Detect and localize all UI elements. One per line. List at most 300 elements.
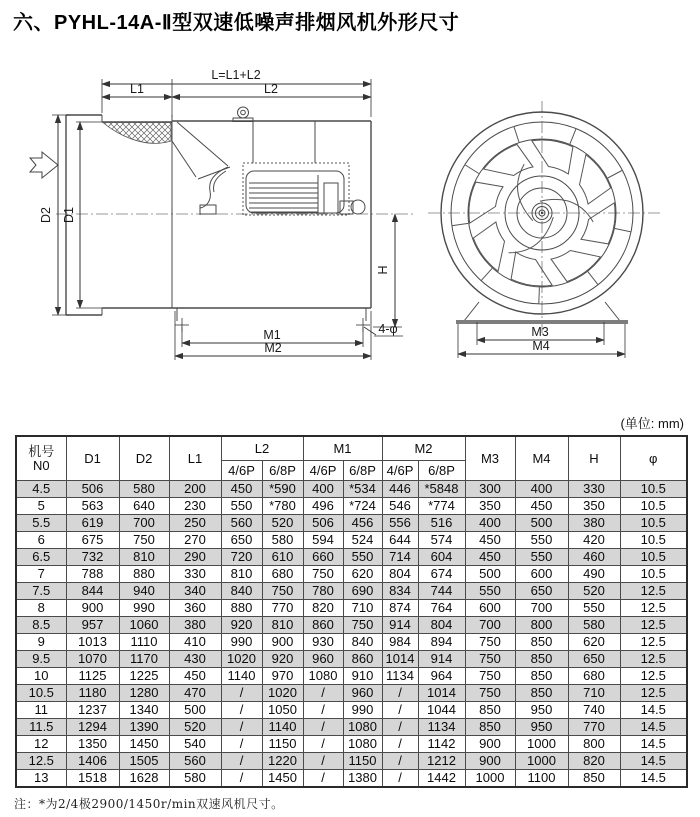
table-cell: 750 bbox=[465, 685, 515, 702]
table-cell: 860 bbox=[303, 617, 343, 634]
table-cell: 12.5 bbox=[620, 600, 687, 617]
table-cell: 1134 bbox=[382, 668, 418, 685]
table-cell: 764 bbox=[418, 600, 465, 617]
table-cell: 1070 bbox=[66, 651, 119, 668]
table-row bbox=[16, 532, 687, 549]
unit-label: (单位: mm) bbox=[620, 416, 684, 431]
table-cell: 850 bbox=[515, 685, 568, 702]
table-cell: 1212 bbox=[418, 753, 465, 770]
table-row bbox=[16, 498, 687, 515]
table-cell: 710 bbox=[343, 600, 382, 617]
table-cell: / bbox=[382, 702, 418, 719]
table-cell: 250 bbox=[169, 515, 221, 532]
table-cell: 804 bbox=[418, 617, 465, 634]
table-row bbox=[16, 634, 687, 651]
table-cell: 810 bbox=[262, 617, 303, 634]
table-cell: 330 bbox=[169, 566, 221, 583]
subheader-m1-68p: 6/8P bbox=[343, 461, 382, 481]
table-cell: 1014 bbox=[418, 685, 465, 702]
table-cell: / bbox=[221, 753, 262, 770]
table-row bbox=[16, 719, 687, 736]
table-cell: 1020 bbox=[221, 651, 262, 668]
table-cell: 690 bbox=[343, 583, 382, 600]
table-cell: 1505 bbox=[119, 753, 169, 770]
table-cell: *724 bbox=[343, 498, 382, 515]
table-cell: 1013 bbox=[66, 634, 119, 651]
table-cell: 619 bbox=[66, 515, 119, 532]
col-header-m3: M3 bbox=[465, 436, 515, 481]
table-cell: 1100 bbox=[515, 770, 568, 788]
table-cell: 1280 bbox=[119, 685, 169, 702]
col-header-fan-no bbox=[16, 436, 66, 481]
table-cell: 720 bbox=[221, 549, 262, 566]
table-cell: 940 bbox=[119, 583, 169, 600]
lifting-eye bbox=[233, 107, 253, 122]
table-cell: *590 bbox=[262, 481, 303, 498]
dim-label-d2: D2 bbox=[39, 207, 53, 223]
table-cell: 750 bbox=[465, 668, 515, 685]
table-row bbox=[16, 617, 687, 634]
table-cell: 10 bbox=[16, 668, 66, 685]
table-cell: 500 bbox=[515, 515, 568, 532]
table-row bbox=[16, 481, 687, 498]
table-cell: 6.5 bbox=[16, 549, 66, 566]
dim-label-h: H bbox=[376, 265, 390, 275]
table-cell: 740 bbox=[568, 702, 620, 719]
table-cell: 1140 bbox=[221, 668, 262, 685]
table-cell: 1225 bbox=[119, 668, 169, 685]
table-cell: 750 bbox=[465, 651, 515, 668]
table-cell: 340 bbox=[169, 583, 221, 600]
table-cell: 650 bbox=[515, 583, 568, 600]
table-cell: 1442 bbox=[418, 770, 465, 788]
table-cell: 960 bbox=[303, 651, 343, 668]
table-cell: 6 bbox=[16, 532, 66, 549]
table-cell: 1237 bbox=[66, 702, 119, 719]
subheader-l2-68p: 6/8P bbox=[262, 461, 303, 481]
table-cell: 900 bbox=[262, 634, 303, 651]
table-cell: 10.5 bbox=[620, 515, 687, 532]
table-cell: 14.5 bbox=[620, 719, 687, 736]
table-cell: / bbox=[382, 685, 418, 702]
table-cell: / bbox=[382, 719, 418, 736]
table-cell: 970 bbox=[262, 668, 303, 685]
impeller-blades bbox=[452, 127, 630, 304]
table-cell: 1294 bbox=[66, 719, 119, 736]
dim-label-m2: M2 bbox=[264, 341, 282, 355]
table-cell: 804 bbox=[382, 566, 418, 583]
table-cell: 620 bbox=[343, 566, 382, 583]
table-cell: 1340 bbox=[119, 702, 169, 719]
table-row bbox=[16, 668, 687, 685]
subheader-m1-46p: 4/6P bbox=[303, 461, 343, 481]
table-cell: 12.5 bbox=[620, 685, 687, 702]
table-cell: 546 bbox=[382, 498, 418, 515]
table-cell: 900 bbox=[465, 753, 515, 770]
table-cell: 7.5 bbox=[16, 583, 66, 600]
table-cell: 800 bbox=[568, 736, 620, 753]
table-cell: 1140 bbox=[262, 719, 303, 736]
table-cell: 563 bbox=[66, 498, 119, 515]
table-cell: 330 bbox=[568, 481, 620, 498]
table-cell: 1080 bbox=[343, 736, 382, 753]
table-cell: / bbox=[303, 702, 343, 719]
table-cell: 1125 bbox=[66, 668, 119, 685]
table-cell: 850 bbox=[465, 702, 515, 719]
table-cell: / bbox=[221, 770, 262, 788]
table-cell: 1044 bbox=[418, 702, 465, 719]
table-cell: 990 bbox=[343, 702, 382, 719]
table-cell: 490 bbox=[568, 566, 620, 583]
table-cell: 732 bbox=[66, 549, 119, 566]
table-cell: 820 bbox=[568, 753, 620, 770]
table-cell: *5848 bbox=[418, 481, 465, 498]
table-cell: 750 bbox=[465, 634, 515, 651]
table-cell: 400 bbox=[515, 481, 568, 498]
table-cell: 520 bbox=[568, 583, 620, 600]
table-cell: 580 bbox=[169, 770, 221, 788]
table-cell: 984 bbox=[382, 634, 418, 651]
table-cell: 714 bbox=[382, 549, 418, 566]
dim-label-d1: D1 bbox=[62, 207, 76, 223]
table-cell: 960 bbox=[343, 685, 382, 702]
fan-outline-drawing bbox=[0, 55, 700, 415]
table-cell: 520 bbox=[262, 515, 303, 532]
side-view-drawing bbox=[30, 68, 414, 360]
table-cell: 640 bbox=[119, 498, 169, 515]
table-cell: 500 bbox=[169, 702, 221, 719]
table-cell: 446 bbox=[382, 481, 418, 498]
table-cell: 300 bbox=[465, 481, 515, 498]
table-cell: 12.5 bbox=[620, 651, 687, 668]
inlet-cone-hatch bbox=[103, 123, 171, 144]
table-cell: 834 bbox=[382, 583, 418, 600]
table-cell: / bbox=[382, 736, 418, 753]
table-cell: 1050 bbox=[262, 702, 303, 719]
table-cell: / bbox=[303, 770, 343, 788]
col-header-d2: D2 bbox=[119, 436, 169, 481]
table-cell: 844 bbox=[66, 583, 119, 600]
table-cell: 496 bbox=[303, 498, 343, 515]
table-cell: 550 bbox=[568, 600, 620, 617]
table-cell: 580 bbox=[262, 532, 303, 549]
table-cell: 506 bbox=[303, 515, 343, 532]
col-header-phi: φ bbox=[620, 436, 687, 481]
table-cell: 1406 bbox=[66, 753, 119, 770]
table-cell: 360 bbox=[169, 600, 221, 617]
table-cell: 540 bbox=[169, 736, 221, 753]
table-cell: 9.5 bbox=[16, 651, 66, 668]
table-cell: 13 bbox=[16, 770, 66, 788]
table-cell: 880 bbox=[119, 566, 169, 583]
dim-label-m1: M1 bbox=[263, 328, 281, 342]
table-cell: 9 bbox=[16, 634, 66, 651]
table-cell: 850 bbox=[465, 719, 515, 736]
table-cell: 12.5 bbox=[620, 583, 687, 600]
table-cell: 620 bbox=[568, 634, 620, 651]
table-cell: 380 bbox=[169, 617, 221, 634]
dimension-drawings bbox=[0, 55, 700, 415]
table-cell: 450 bbox=[515, 498, 568, 515]
table-cell: 400 bbox=[465, 515, 515, 532]
table-row bbox=[16, 600, 687, 617]
table-cell: 4.5 bbox=[16, 481, 66, 498]
table-cell: / bbox=[221, 736, 262, 753]
table-cell: 1150 bbox=[343, 753, 382, 770]
table-cell: 1350 bbox=[66, 736, 119, 753]
table-cell: 550 bbox=[515, 549, 568, 566]
col-header-l1: L1 bbox=[169, 436, 221, 481]
table-cell: 410 bbox=[169, 634, 221, 651]
table-cell: 1000 bbox=[515, 753, 568, 770]
table-cell: 560 bbox=[221, 515, 262, 532]
table-cell: 700 bbox=[465, 617, 515, 634]
table-cell: 580 bbox=[119, 481, 169, 498]
table-cell: 644 bbox=[382, 532, 418, 549]
table-cell: 914 bbox=[382, 617, 418, 634]
table-cell: 990 bbox=[119, 600, 169, 617]
table-cell: 1628 bbox=[119, 770, 169, 788]
table-cell: 750 bbox=[119, 532, 169, 549]
table-cell: 930 bbox=[303, 634, 343, 651]
table-row bbox=[16, 566, 687, 583]
col-header-fan-no-cn: 机号 bbox=[28, 443, 55, 459]
table-cell: 5.5 bbox=[16, 515, 66, 532]
table-cell: 14.5 bbox=[620, 702, 687, 719]
table-cell: 610 bbox=[262, 549, 303, 566]
table-cell: 880 bbox=[221, 600, 262, 617]
table-cell: *534 bbox=[343, 481, 382, 498]
table-cell: 14.5 bbox=[620, 753, 687, 770]
table-cell: 1450 bbox=[262, 770, 303, 788]
table-cell: 770 bbox=[568, 719, 620, 736]
table-cell: / bbox=[221, 702, 262, 719]
table-cell: 840 bbox=[343, 634, 382, 651]
subheader-m2-46p: 4/6P bbox=[382, 461, 418, 481]
table-cell: 920 bbox=[221, 617, 262, 634]
table-cell: 8.5 bbox=[16, 617, 66, 634]
table-cell: / bbox=[303, 685, 343, 702]
table-cell: / bbox=[303, 719, 343, 736]
table-cell: 650 bbox=[221, 532, 262, 549]
table-cell: 700 bbox=[119, 515, 169, 532]
table-cell: 420 bbox=[568, 532, 620, 549]
table-cell: 700 bbox=[515, 600, 568, 617]
table-cell: 680 bbox=[568, 668, 620, 685]
table-cell: 964 bbox=[418, 668, 465, 685]
table-cell: 350 bbox=[568, 498, 620, 515]
table-cell: 1014 bbox=[382, 651, 418, 668]
dim-label-l1: L1 bbox=[130, 82, 144, 96]
spec-table bbox=[15, 435, 688, 788]
table-cell: 710 bbox=[568, 685, 620, 702]
table-cell: 14.5 bbox=[620, 770, 687, 788]
table-cell: 894 bbox=[418, 634, 465, 651]
table-cell: 674 bbox=[418, 566, 465, 583]
dim-label-total-length: L=L1+L2 bbox=[211, 68, 261, 82]
table-cell: 1020 bbox=[262, 685, 303, 702]
table-cell: / bbox=[221, 719, 262, 736]
dim-label-l2: L2 bbox=[264, 82, 278, 96]
dim-label-m4: M4 bbox=[532, 339, 550, 353]
table-cell: 1450 bbox=[119, 736, 169, 753]
table-cell: 914 bbox=[418, 651, 465, 668]
col-header-m1: M1 bbox=[303, 436, 382, 461]
table-cell: 750 bbox=[343, 617, 382, 634]
table-cell: 800 bbox=[515, 617, 568, 634]
table-cell: 10.5 bbox=[620, 498, 687, 515]
table-cell: 675 bbox=[66, 532, 119, 549]
col-header-d1: D1 bbox=[66, 436, 119, 481]
table-cell: 770 bbox=[262, 600, 303, 617]
footnote: 注：*为2/4极2900/1450r/min双速风机尺寸。 bbox=[14, 797, 284, 811]
table-cell: 604 bbox=[418, 549, 465, 566]
table-row bbox=[16, 651, 687, 668]
table-cell: 524 bbox=[343, 532, 382, 549]
table-cell: 1060 bbox=[119, 617, 169, 634]
table-cell: 550 bbox=[465, 583, 515, 600]
table-cell: 900 bbox=[66, 600, 119, 617]
table-cell: 7 bbox=[16, 566, 66, 583]
table-cell: 850 bbox=[568, 770, 620, 788]
table-cell: 900 bbox=[465, 736, 515, 753]
table-cell: 550 bbox=[221, 498, 262, 515]
table-cell: 430 bbox=[169, 651, 221, 668]
table-cell: 840 bbox=[221, 583, 262, 600]
table-cell: 1134 bbox=[418, 719, 465, 736]
table-cell: 380 bbox=[568, 515, 620, 532]
table-cell: 600 bbox=[515, 566, 568, 583]
table-row bbox=[16, 736, 687, 753]
table-row bbox=[16, 583, 687, 600]
table-cell: 12 bbox=[16, 736, 66, 753]
table-cell: 920 bbox=[262, 651, 303, 668]
table-cell: 1220 bbox=[262, 753, 303, 770]
table-cell: 8 bbox=[16, 600, 66, 617]
table-cell: / bbox=[221, 685, 262, 702]
table-cell: 516 bbox=[418, 515, 465, 532]
table-cell: 780 bbox=[303, 583, 343, 600]
table-cell: 1110 bbox=[119, 634, 169, 651]
table-cell: 580 bbox=[568, 617, 620, 634]
table-cell: 230 bbox=[169, 498, 221, 515]
subheader-l2-46p: 4/6P bbox=[221, 461, 262, 481]
table-cell: 600 bbox=[465, 600, 515, 617]
col-header-l2: L2 bbox=[221, 436, 303, 461]
table-cell: 574 bbox=[418, 532, 465, 549]
table-cell: 1380 bbox=[343, 770, 382, 788]
table-cell: 990 bbox=[221, 634, 262, 651]
table-cell: 470 bbox=[169, 685, 221, 702]
table-cell: 500 bbox=[465, 566, 515, 583]
table-row bbox=[16, 549, 687, 566]
table-cell: 450 bbox=[465, 549, 515, 566]
table-cell: 550 bbox=[343, 549, 382, 566]
table-cell: 270 bbox=[169, 532, 221, 549]
table-cell: 810 bbox=[221, 566, 262, 583]
motor-body bbox=[246, 171, 344, 213]
table-cell: 10.5 bbox=[16, 685, 66, 702]
page-title: 六、PYHL-14A-Ⅱ型双速低噪声排烟风机外形尺寸 bbox=[13, 12, 460, 34]
table-cell: 12.5 bbox=[620, 617, 687, 634]
table-cell: 750 bbox=[262, 583, 303, 600]
table-cell: / bbox=[303, 736, 343, 753]
table-cell: 450 bbox=[465, 532, 515, 549]
table-cell: *774 bbox=[418, 498, 465, 515]
table-cell: / bbox=[303, 753, 343, 770]
table-cell: 957 bbox=[66, 617, 119, 634]
table-cell: 520 bbox=[169, 719, 221, 736]
table-cell: 400 bbox=[303, 481, 343, 498]
table-cell: 680 bbox=[262, 566, 303, 583]
table-cell: 290 bbox=[169, 549, 221, 566]
table-cell: 12.5 bbox=[16, 753, 66, 770]
col-header-m2: M2 bbox=[382, 436, 465, 461]
motor-fins bbox=[249, 183, 318, 212]
table-cell: 550 bbox=[515, 532, 568, 549]
table-cell: 556 bbox=[382, 515, 418, 532]
table-cell: 506 bbox=[66, 481, 119, 498]
table-row bbox=[16, 753, 687, 770]
table-cell: 10.5 bbox=[620, 549, 687, 566]
front-view-drawing bbox=[428, 101, 660, 358]
table-cell: 650 bbox=[568, 651, 620, 668]
col-header-h: H bbox=[568, 436, 620, 481]
table-cell: 456 bbox=[343, 515, 382, 532]
table-row bbox=[16, 702, 687, 719]
table-cell: 744 bbox=[418, 583, 465, 600]
table-cell: 200 bbox=[169, 481, 221, 498]
table-cell: 11 bbox=[16, 702, 66, 719]
spec-table-body bbox=[16, 481, 687, 788]
table-cell: 1000 bbox=[465, 770, 515, 788]
airflow-arrow-icon bbox=[30, 152, 58, 178]
subheader-m2-68p: 6/8P bbox=[418, 461, 465, 481]
table-cell: 1142 bbox=[418, 736, 465, 753]
col-header-fan-no-en: N0 bbox=[32, 457, 50, 473]
table-cell: 11.5 bbox=[16, 719, 66, 736]
table-cell: 1150 bbox=[262, 736, 303, 753]
table-cell: 1000 bbox=[515, 736, 568, 753]
table-cell: 750 bbox=[303, 566, 343, 583]
table-cell: 12.5 bbox=[620, 668, 687, 685]
table-cell: 460 bbox=[568, 549, 620, 566]
dim-label-bolt-holes: 4-φ bbox=[378, 322, 398, 336]
table-cell: 910 bbox=[343, 668, 382, 685]
table-row bbox=[16, 515, 687, 532]
table-cell: 560 bbox=[169, 753, 221, 770]
table-cell: / bbox=[382, 753, 418, 770]
table-row bbox=[16, 685, 687, 702]
table-cell: 850 bbox=[515, 668, 568, 685]
table-cell: 850 bbox=[515, 651, 568, 668]
table-cell: 788 bbox=[66, 566, 119, 583]
table-cell: 14.5 bbox=[620, 736, 687, 753]
table-cell: 820 bbox=[303, 600, 343, 617]
table-cell: 860 bbox=[343, 651, 382, 668]
table-cell: *780 bbox=[262, 498, 303, 515]
table-cell: 5 bbox=[16, 498, 66, 515]
table-cell: 950 bbox=[515, 702, 568, 719]
table-cell: 10.5 bbox=[620, 481, 687, 498]
table-cell: 660 bbox=[303, 549, 343, 566]
table-cell: 10.5 bbox=[620, 532, 687, 549]
table-cell: 350 bbox=[465, 498, 515, 515]
table-cell: 1170 bbox=[119, 651, 169, 668]
table-row bbox=[16, 770, 687, 788]
table-cell: 850 bbox=[515, 634, 568, 651]
table-cell: 450 bbox=[221, 481, 262, 498]
